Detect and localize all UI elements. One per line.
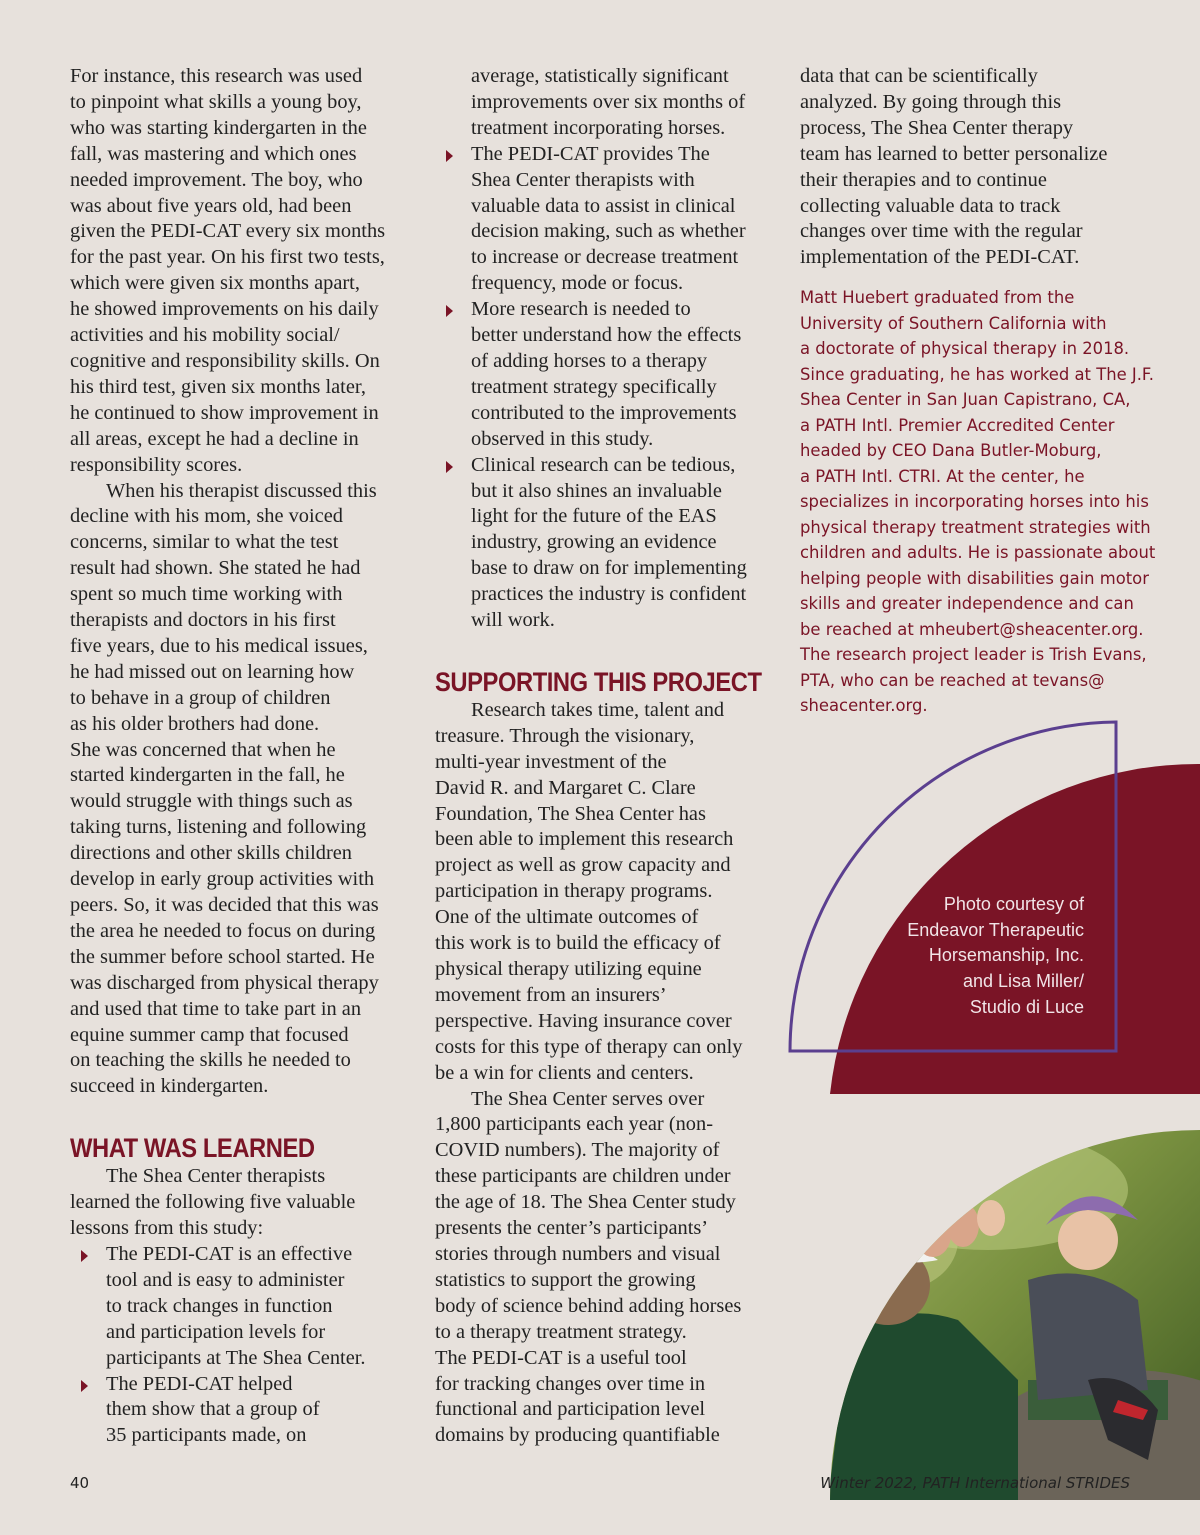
column-3 (800, 64, 1156, 719)
text-line: base to draw on for implementing (471, 557, 747, 580)
text-line: For instance, this research was used (70, 65, 363, 87)
text-line: When his therapist discussed this (106, 479, 377, 502)
text-line: contributed to the improvements (471, 401, 737, 424)
bio-line: be reached at mheubert@sheacenter.org. (800, 619, 1144, 639)
column-1 (70, 64, 405, 1449)
text-line: of adding horses to a therapy (471, 349, 708, 372)
text-line: decision making, such as whether (471, 220, 746, 243)
text-line: five years, due to his medical issues, (70, 634, 368, 657)
text-line: lessons from this study: (70, 1217, 264, 1240)
text-line: movement from an insurers’ (435, 983, 667, 1006)
text-line: The Shea Center serves over (471, 1087, 705, 1110)
text-line: Clinical research can be tedious, (471, 453, 736, 476)
bio-line: The research project leader is Trish Evans, (800, 645, 1147, 665)
text-line: this work is to build the efficacy of (435, 932, 721, 955)
text-line: industry, growing an evidence (471, 531, 717, 554)
text-line: will work. (471, 609, 555, 632)
bullet-triangle-icon (81, 1380, 88, 1392)
text-line: on teaching the skills he needed to (70, 1049, 351, 1072)
text-line: been able to implement this research (435, 828, 734, 851)
bio-line: Shea Center in San Juan Capistrano, CA, (800, 390, 1131, 410)
text-line: them show that a group of (106, 1398, 320, 1421)
text-line: who was starting kindergarten in the (70, 116, 367, 139)
list-item (70, 1372, 405, 1450)
text-line: functional and participation level (435, 1398, 706, 1421)
text-line: responsibility scores. (70, 453, 243, 476)
paragraph-intro (70, 64, 405, 479)
text-line: treatment incorporating horses. (471, 116, 726, 139)
bio-line: a PATH Intl. Premier Accredited Center (800, 415, 1115, 435)
text-line: average, statistically significant (471, 65, 729, 87)
bio-line: children and adults. He is passionate about (800, 543, 1156, 563)
credit-line: Studio di Luce (969, 996, 1084, 1017)
text-line: decline with his mom, she voiced (70, 505, 343, 528)
text-line: succeed in kindergarten. (70, 1075, 269, 1098)
text-line: perspective. Having insurance cover (435, 1009, 732, 1032)
text-line: tool and is easy to administer (106, 1268, 345, 1291)
text-line: and used that time to take part in an (70, 997, 362, 1020)
text-line: the age of 18. The Shea Center study (435, 1191, 736, 1214)
text-line: treasure. Through the visionary, (435, 724, 695, 747)
text-line: peers. So, it was decided that this was (70, 894, 379, 916)
photo-block (788, 720, 1200, 1500)
text-line: would struggle with things such as (70, 790, 353, 813)
paragraph-mom (70, 479, 405, 1101)
text-line: Shea Center therapists with (471, 168, 695, 191)
text-line: body of science behind adding horses (435, 1294, 742, 1317)
text-line: The PEDI-CAT helped (106, 1372, 293, 1395)
paragraph-lessons-intro (70, 1164, 405, 1242)
text-line: spent so much time working with (70, 583, 343, 606)
text-line: taking turns, listening and following (70, 816, 367, 839)
text-line: Foundation, The Shea Center has (435, 802, 706, 825)
bio-line: physical therapy treatment strategies with (800, 517, 1151, 537)
bullet-triangle-icon (446, 461, 453, 473)
text-line: be a win for clients and centers. (435, 1061, 694, 1084)
text-line: valuable data to assist in clinical (471, 194, 736, 217)
text-line: cognitive and responsibility skills. On (70, 349, 380, 372)
text-line: he showed improvements on his daily (70, 298, 379, 321)
list-item-continued (435, 64, 770, 142)
text-line: multi-year investment of the (435, 750, 667, 773)
text-line: he had missed out on learning how (70, 660, 355, 683)
text-line: The PEDI-CAT is a useful tool (435, 1346, 687, 1369)
author-bio (800, 285, 1156, 719)
text-line: activities and his mobility social/ (70, 324, 340, 347)
text-line: needed improvement. The boy, who (70, 168, 363, 191)
credit-line: and Lisa Miller/ (962, 971, 1084, 992)
text-line: team has learned to better personalize (800, 142, 1108, 165)
paragraph-shea-center (435, 1087, 770, 1450)
bullet-triangle-icon (446, 150, 453, 162)
bio-line: Matt Huebert graduated from the (800, 288, 1075, 308)
text-line: he continued to show improvement in (70, 401, 379, 424)
text-line: therapists and doctors in his first (70, 609, 336, 632)
text-line: COVID numbers). The majority of (435, 1139, 720, 1162)
text-line: treatment strategy specifically (471, 375, 717, 398)
text-line: as his older brothers had done. (70, 712, 320, 735)
lessons-list-part-2 (435, 64, 770, 634)
bio-line: helping people with disabilities gain motor (800, 568, 1149, 588)
text-line: given the PEDI-CAT every six months (70, 220, 386, 243)
text-line: David R. and Margaret C. Clare (435, 776, 696, 799)
text-line: all areas, except he had a decline in (70, 427, 359, 450)
text-line: 35 participants made, on (106, 1424, 307, 1447)
text-line: costs for this type of therapy can only (435, 1035, 743, 1058)
text-line: participants at The Shea Center. (106, 1346, 366, 1369)
credit-line: Photo courtesy of (943, 894, 1084, 914)
text-line: The PEDI-CAT provides The (471, 142, 710, 165)
text-line: process, The Shea Center therapy (800, 116, 1074, 139)
heading-supporting-this-project: SUPPORTING THIS PROJECT (435, 666, 762, 697)
text-line: for the past year. On his first two tests, (70, 246, 385, 269)
text-line: One of the ultimate outcomes of (435, 906, 699, 929)
text-line: presents the center’s participants’ (435, 1217, 709, 1240)
text-line: She was concerned that when he (70, 738, 336, 761)
list-item (435, 453, 770, 634)
text-line: frequency, mode or focus. (471, 272, 684, 295)
text-line: domains by producing quantifiable (435, 1424, 720, 1447)
text-line: to track changes in function (106, 1294, 333, 1317)
text-line: directions and other skills children (70, 842, 353, 865)
text-line: fall, was mastering and which ones (70, 142, 357, 165)
text-line: concerns, similar to what the test (70, 531, 339, 554)
text-line: and participation levels for (106, 1320, 326, 1343)
text-line: More research is needed to (471, 298, 691, 321)
heading-what-was-learned: WHAT WAS LEARNED (70, 1133, 315, 1164)
bio-line: a doctorate of physical therapy in 2018. (800, 339, 1130, 359)
photo-credit (870, 892, 1084, 1021)
text-line: for tracking changes over time in (435, 1372, 706, 1395)
text-line: better understand how the effects (471, 324, 742, 347)
text-line: practices the industry is confident (471, 583, 747, 606)
text-line: data that can be scientifically (800, 65, 1038, 87)
text-line: learned the following five valuable (70, 1191, 356, 1214)
text-line: analyzed. By going through this (800, 90, 1062, 113)
text-line: statistics to support the growing (435, 1268, 696, 1291)
list-item (435, 142, 770, 297)
text-line: participation in therapy programs. (435, 880, 713, 903)
text-line: improvements over six months of (471, 90, 746, 113)
bio-line: University of Southern California with (800, 313, 1107, 333)
text-line: to behave in a group of children (70, 686, 331, 709)
text-line: which were given six months apart, (70, 272, 360, 295)
credit-line: Horsemanship, Inc. (928, 945, 1084, 966)
bio-line: a PATH Intl. CTRI. At the center, he (800, 466, 1085, 486)
text-line: The Shea Center therapists (106, 1165, 326, 1188)
bio-line: sheacenter.org. (800, 696, 928, 716)
text-line: 1,800 participants each year (non- (435, 1113, 713, 1136)
paragraph-research-support (435, 698, 770, 1087)
bullet-triangle-icon (81, 1250, 88, 1262)
text-line: Research takes time, talent and (471, 698, 725, 721)
text-line: implementation of the PEDI-CAT. (800, 246, 1080, 269)
bio-line: Since graduating, he has worked at The J.F. (800, 364, 1154, 384)
bio-line: specializes in incorporating horses into his (800, 492, 1149, 512)
text-line: their therapies and to continue (800, 168, 1047, 191)
bullet-triangle-icon (446, 305, 453, 317)
text-line: his third test, given six months later, (70, 375, 366, 398)
paragraph-continued (800, 64, 1140, 271)
text-line: changes over time with the regular (800, 220, 1083, 243)
text-line: was about five years old, had been (70, 194, 352, 217)
text-line: project as well as grow capacity and (435, 854, 731, 877)
page-number: 40 (70, 1474, 90, 1492)
text-line: these participants are children under (435, 1165, 731, 1188)
text-line: light for the future of the EAS (471, 505, 717, 528)
bio-line: headed by CEO Dana Butler-Moburg, (800, 441, 1102, 461)
text-line: equine summer camp that focused (70, 1023, 349, 1046)
list-item (70, 1242, 405, 1372)
publication-footer: Winter 2022, PATH International STRIDES (820, 1474, 1130, 1492)
text-line: collecting valuable data to track (800, 194, 1061, 217)
text-line: develop in early group activities with (70, 868, 375, 891)
text-line: physical therapy utilizing equine (435, 958, 702, 980)
text-line: started kindergarten in the fall, he (70, 764, 345, 787)
text-line: but it also shines an invaluable (471, 479, 722, 502)
text-line: to increase or decrease treatment (471, 246, 739, 269)
photo-graphic (788, 720, 1200, 1500)
bio-line: skills and greater independence and can (800, 594, 1134, 614)
photo-child-on-horse (828, 1126, 1200, 1500)
text-line: the summer before school started. He (70, 945, 375, 968)
credit-line: Endeavor Therapeutic (907, 919, 1084, 940)
text-line: The PEDI-CAT is an effective (106, 1242, 353, 1265)
text-line: to a therapy treatment strategy. (435, 1320, 687, 1343)
bio-line: PTA, who can be reached at tevans@ (800, 670, 1105, 690)
text-line: result had shown. She stated he had (70, 557, 361, 580)
column-2 (435, 64, 770, 1449)
text-line: was discharged from physical therapy (70, 971, 379, 994)
text-line: the area he needed to focus on during (70, 919, 376, 942)
text-line: stories through numbers and visual (435, 1242, 721, 1265)
text-line: to pinpoint what skills a young boy, (70, 90, 362, 113)
text-line: observed in this study. (471, 427, 654, 450)
list-item (435, 297, 770, 452)
lessons-list-part-1 (70, 1242, 405, 1449)
